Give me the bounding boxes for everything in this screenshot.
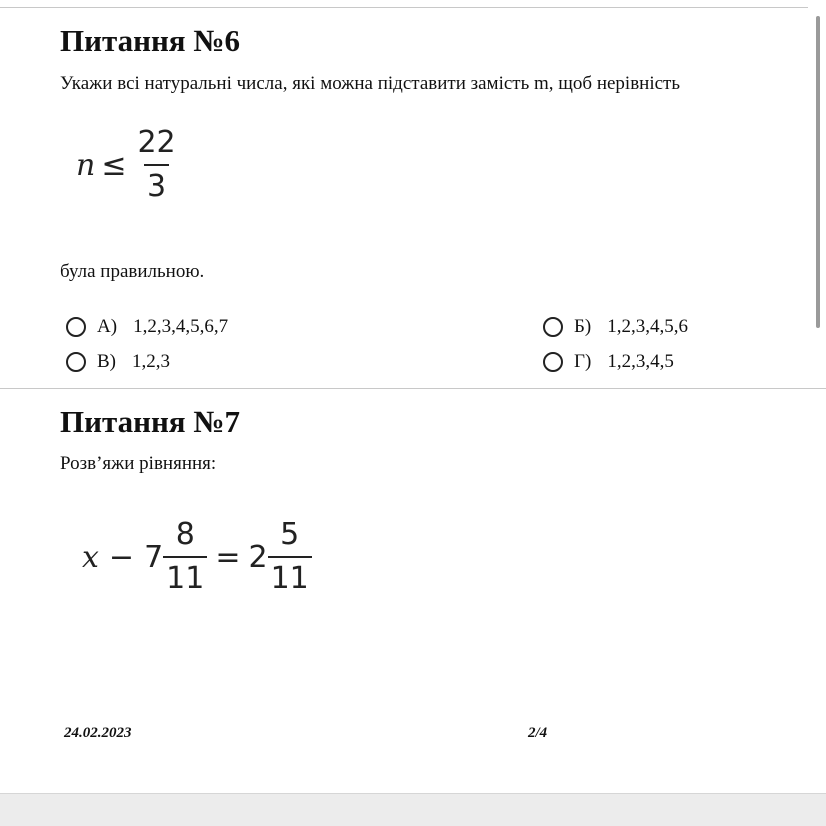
fraction-denominator: 11 xyxy=(268,556,312,594)
fraction-numerator: 5 xyxy=(280,517,300,552)
radio-icon[interactable] xyxy=(66,352,86,372)
option-g[interactable] xyxy=(543,351,674,373)
equation-minus: − xyxy=(108,539,135,575)
radio-icon[interactable] xyxy=(543,352,563,372)
question-7-prompt: Розв’яжи рівняння: xyxy=(60,453,217,474)
question-6-after-text: була правильною. xyxy=(60,261,205,282)
inequality-fraction xyxy=(134,125,178,204)
question-6-prompt: Укажи всі натуральні числа, які можна підставити замість m, щоб нерівність xyxy=(60,73,681,94)
option-letter: В) xyxy=(97,351,116,372)
fraction-denominator: 11 xyxy=(163,556,207,594)
mixed-number-2-whole: 2 xyxy=(248,539,268,575)
footer-page-number: 2/4 xyxy=(528,725,548,741)
question-7-equation xyxy=(82,517,312,596)
equation-variable: x xyxy=(82,539,99,575)
option-value: 1,2,3,4,5,6,7 xyxy=(133,316,229,337)
inequality-variable: n xyxy=(76,147,96,183)
option-b[interactable] xyxy=(543,316,688,338)
radio-icon[interactable] xyxy=(543,317,563,337)
option-value: 1,2,3,4,5,6 xyxy=(607,316,688,337)
question-divider xyxy=(0,388,826,389)
footer-date: 24.02.2023 xyxy=(64,725,132,741)
question-7-title: Питання №7 xyxy=(60,404,240,439)
mixed-number-2-fraction xyxy=(268,517,312,596)
fraction-numerator: 8 xyxy=(175,517,195,552)
question-6-title: Питання №6 xyxy=(60,23,240,58)
mixed-number-1-whole: 7 xyxy=(144,539,164,575)
radio-icon[interactable] xyxy=(66,317,86,337)
option-letter: А) xyxy=(97,316,118,337)
option-value: 1,2,3 xyxy=(132,351,170,372)
top-divider xyxy=(0,7,808,8)
option-value: 1,2,3,4,5 xyxy=(607,351,674,372)
bottom-toolbar xyxy=(0,793,826,826)
scrollbar[interactable] xyxy=(816,16,820,328)
inequality-relation: ≤ xyxy=(101,147,127,183)
mixed-number-1-fraction xyxy=(163,517,207,596)
fraction-denominator: 3 xyxy=(144,164,169,202)
fraction-numerator: 22 xyxy=(137,125,176,160)
option-letter: Г) xyxy=(574,351,592,372)
question-6-inequality xyxy=(76,125,179,204)
equation-equals: = xyxy=(215,539,241,575)
option-a[interactable] xyxy=(66,316,228,338)
option-v[interactable] xyxy=(66,351,170,373)
option-letter: Б) xyxy=(574,316,592,337)
